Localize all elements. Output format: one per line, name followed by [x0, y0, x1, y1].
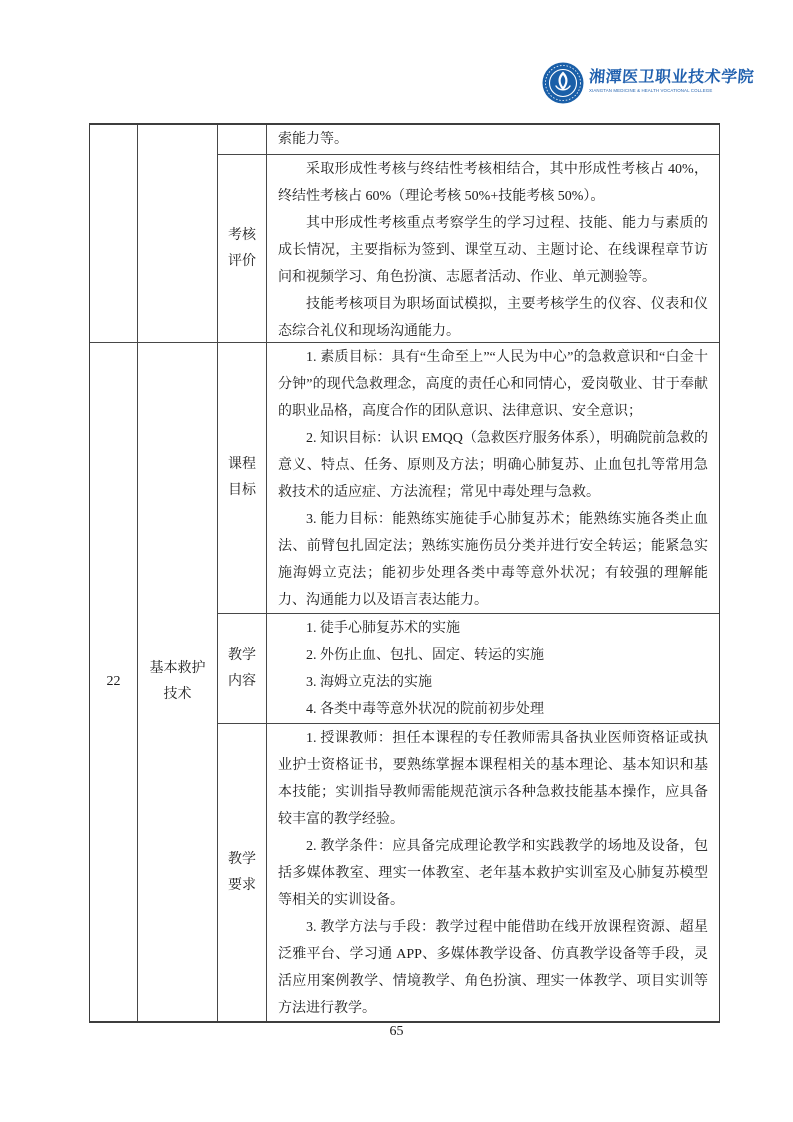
- course-index-cell: [90, 343, 138, 1021]
- course-index: 22: [106, 674, 121, 689]
- requirements-paragraph: 1. 授课教师：担任本课程的专任教师需具备执业医师资格证或执业护士资格证书，要熟练掌握本课程相关的基本理论、基本知识和基本技能；实训指导教师需能规范演示各种急救技能基本操作，应具备较丰富的教学经验。: [278, 731, 708, 827]
- objectives-label-line1: 课程: [228, 457, 256, 472]
- objectives-paragraph: 3. 能力目标：能熟练实施徒手心肺复苏术；能熟练实施各类止血法、前臂包扎固定法；熟练实施伤员分类并进行安全转运；能紧急实施海姆立克法；能初步处理各类中毒等意外状况；有较强的理解能力、沟通能力以及语言表达能力。: [278, 512, 708, 608]
- requirements-label-cell: [218, 724, 267, 1021]
- course-name-cell-empty: [138, 125, 218, 343]
- requirements-label-line1: 教学: [228, 851, 256, 867]
- content-label-line1: 教学: [228, 647, 256, 663]
- requirements-paragraph: 2. 教学条件：应具备完成理论教学和实践教学的场地及设备，包括多媒体教室、理实一体教室、老年基本救护实训室及心肺复苏模型等相关的实训设备。: [278, 839, 708, 908]
- college-emblem-icon: [542, 62, 584, 104]
- content-item: 3. 海姆立克法的实施: [306, 675, 432, 690]
- objectives-paragraph: 1. 素质目标：具有“生命至上”“人民为中心”的急救意识和“白金十分钟”的现代急救理念，高度的责任心和同情心，爱岗敬业、甘于奉献的职业品格，高度合作的团队意识、法律意识、安全意识；: [278, 350, 708, 419]
- course-name-cell: [138, 343, 218, 1021]
- prev-row-tail-cell: [267, 125, 719, 155]
- requirements-label-line2: 要求: [228, 877, 256, 893]
- assessment-label-line1: 考核: [228, 227, 256, 243]
- objectives-label-line2: 目标: [228, 483, 256, 498]
- content-label-line2: 内容: [228, 673, 256, 689]
- assessment-paragraph: 采取形成性考核与终结性考核相结合，其中形成性考核占 40%，终结性考核占 60%（理论考核 50%+技能考核 50%）。: [278, 162, 708, 204]
- index-cell-empty: [90, 125, 138, 343]
- page-number: 65: [389, 1024, 404, 1039]
- content-items-cell: [267, 614, 719, 724]
- prev-row-tail-text: 索能力等。: [278, 132, 348, 147]
- requirements-paragraph: 3. 教学方法与手段：教学过程中能借助在线开放课程资源、超星泛雅平台、学习通 APP、多媒体教学设备、仿真教学设备等手段，灵活应用案例教学、情境教学、角色扮演、理实一体教学、项目实训等方法进行教学。: [278, 920, 708, 1016]
- course-syllabus-table: [89, 123, 720, 1023]
- college-name-zh: 湘潭医卫职业技术学院: [588, 69, 755, 86]
- assessment-paragraph: 其中形成性考核重点考察学生的学习过程、技能、能力与素质的成长情况，主要指标为签到、课堂互动、主题讨论、在线课程章节访问和视频学习、角色扮演、志愿者活动、作业、单元测验等。: [278, 216, 708, 285]
- objectives-paragraph: 2. 知识目标：认识 EMQQ（急救医疗服务体系），明确院前急救的意义、特点、任务、原则及方法；明确心肺复苏、止血包扎等常用急救技术的适应症、方法流程；常见中毒处理与急救。: [278, 431, 708, 500]
- content-item: 4. 各类中毒等意外状况的院前初步处理: [306, 702, 544, 717]
- objectives-content-cell: [267, 343, 719, 614]
- college-name-en: XIANGTAN MEDICINE & HEALTH VOCATIONAL COLLEGE: [589, 88, 713, 93]
- objectives-label-cell: [218, 343, 267, 614]
- content-item: 2. 外伤止血、包扎、固定、转运的实施: [306, 648, 544, 663]
- college-logo: [542, 62, 793, 104]
- content-item: 1. 徒手心肺复苏术的实施: [306, 621, 460, 636]
- assessment-label-cell: [218, 155, 267, 343]
- requirements-content-cell: [267, 724, 719, 1021]
- assessment-label-line2: 评价: [228, 253, 256, 269]
- assessment-content-cell: [267, 155, 719, 343]
- label-cell-empty: [218, 125, 267, 155]
- assessment-paragraph: 技能考核项目为职场面试模拟，主要考核学生的仪容、仪表和仪态综合礼仪和现场沟通能力。: [278, 297, 708, 339]
- course-name-line2: 技术: [163, 687, 192, 702]
- course-name-line1: 基本救护: [149, 661, 206, 676]
- content-label-cell: [218, 614, 267, 724]
